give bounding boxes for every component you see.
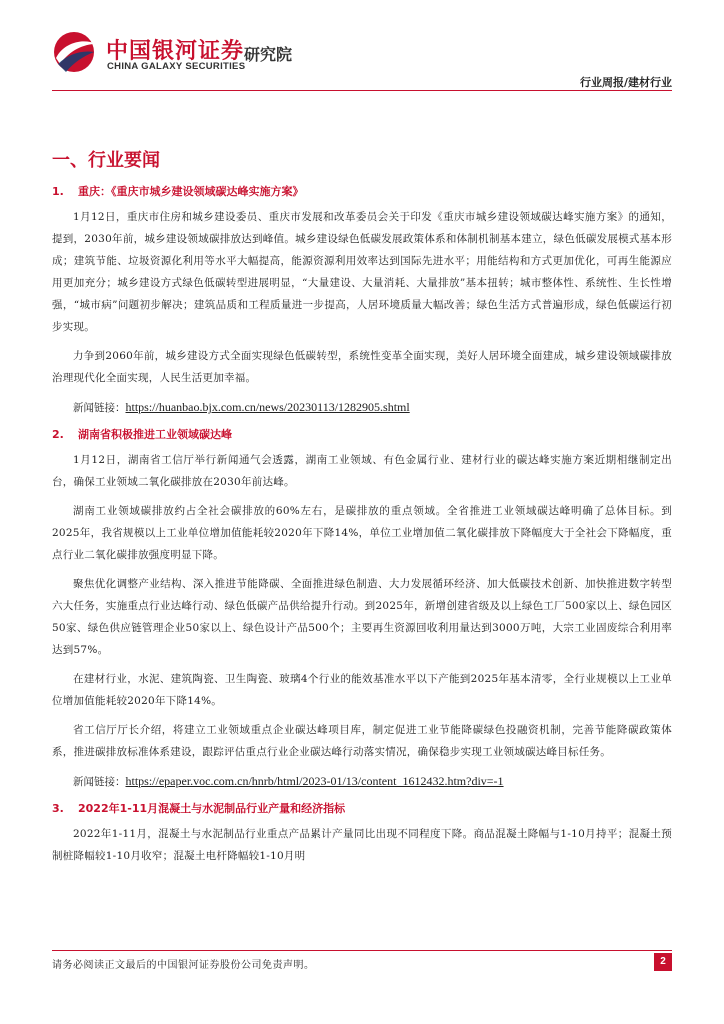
news-paragraph: 1月12日，湖南省工信厅举行新闻通气会透露，湖南工业领域、有色金属行业、建材行业的碳达峰实施方案近期相继制定出台，确保工业领域二氧化碳排放在2030年前达峰。 bbox=[52, 454, 672, 488]
galaxy-logo-icon bbox=[50, 30, 98, 74]
page-number: 2 bbox=[654, 953, 672, 971]
logo-research-institute: 研究院 bbox=[244, 45, 293, 64]
header-divider bbox=[52, 90, 672, 91]
news-number: 1. bbox=[52, 185, 64, 198]
news-title: 重庆：《重庆市城乡建设领域碳达峰实施方案》 bbox=[78, 185, 304, 198]
main-content bbox=[52, 148, 672, 874]
news-link-line bbox=[52, 770, 672, 793]
page-header bbox=[0, 0, 724, 92]
news-paragraph: 湖南工业领域碳排放约占全社会碳排放的60%左右，是碳排放的重点领域。全省推进工业领域碳达峰明确了总体目标。到2025年，我省规模以上工业单位增加值能耗较2020年下降14%，单位工业增加值二氧化碳排放下降幅度大于全社会下降幅度，重点行业二氧化碳排放强度明显下降。 bbox=[52, 505, 672, 561]
news-paragraph: 1月12日，重庆市住房和城乡建设委员、重庆市发展和改革委员会关于印发《重庆市城乡建设领域碳达峰实施方案》的通知，提到，2030年前，城乡建设领域碳排放达到峰值。城乡建设绿色低碳发展政策体系和体制机制基本建立，绿色低碳发展模式基本形成；建筑节能、垃圾资源化利用等水平大幅提高，能源资源利用效率达到国际先进水平；用能结构和方式更加优化，可再生能源应用更加充分；城乡建设方式绿色低碳转型进展明显，“大量建设、大量消耗、大量排放”基本扭转；城市整体性、系统性、生长性增强，“城市病”问题初步解决；建筑品质和工程质量进一步提高，人居环境质量大幅改善；绿色生活方式普遍形成，绿色低碳运行初步实现。 bbox=[52, 211, 672, 333]
section-title: 一、行业要闻 bbox=[52, 150, 160, 171]
news-link[interactable]: https://huanbao.bjx.com.cn/news/20230113/1282905.shtml bbox=[125, 400, 410, 414]
news-paragraph: 力争到2060年前，城乡建设方式全面实现绿色低碳转型，系统性变革全面实现，美好人居环境全面建成，城乡建设领域碳排放治理现代化全面实现，人民生活更加幸福。 bbox=[52, 350, 672, 384]
news-number: 3. bbox=[52, 802, 64, 815]
news-title: 2022年1-11月混凝土与水泥制品行业产量和经济指标 bbox=[78, 802, 346, 815]
news-link-line bbox=[52, 396, 672, 419]
news-link-label: 新闻链接： bbox=[73, 402, 126, 414]
news-paragraph: 2022年1-11月，混凝土与水泥制品行业重点产品累计产量同比出现不同程度下降。商品混凝土降幅与1-10月持平；混凝土预制桩降幅较1-10月收窄；混凝土电杆降幅较1-10月明 bbox=[52, 828, 672, 862]
news-heading bbox=[52, 178, 672, 206]
report-type: 行业周报/建材行业 bbox=[579, 76, 672, 89]
news-heading bbox=[52, 795, 672, 823]
news-link-label: 新闻链接： bbox=[73, 776, 126, 788]
news-number: 2. bbox=[52, 428, 64, 441]
footer-disclaimer: 请务必阅读正文最后的中国银河证券股份公司免责声明。 bbox=[52, 960, 315, 971]
news-paragraph: 省工信厅厅长介绍，将建立工业领域重点企业碳达峰项目库，制定促进工业节能降碳绿色投融资机制，完善节能降碳政策体系，推进碳排放标准体系建设，跟踪评估重点行业企业碳达峰行动落实情况，确保稳步实现工业领域碳达峰目标任务。 bbox=[52, 724, 672, 758]
logo-chinese-name: 中国银河证券 bbox=[106, 39, 245, 64]
news-paragraph: 在建材行业，水泥、建筑陶瓷、卫生陶瓷、玻璃4个行业的能效基准水平以下产能到2025年基本清零，全行业规模以上工业单位增加值能耗较2020年下降14%。 bbox=[52, 673, 672, 707]
news-title: 湖南省积极推进工业领域碳达峰 bbox=[78, 428, 232, 441]
news-paragraph: 聚焦优化调整产业结构、深入推进节能降碳、全面推进绿色制造、大力发展循环经济、加大低碳技术创新、加快推进数字转型六大任务，实施重点行业达峰行动、绿色低碳产品供给提升行动。到2025年，新增创建省级及以上绿色工厂500家以上、绿色园区50家、绿色供应链管理企业50家以上、绿色设计产品500个；主要再生资源回收利用量达到3000万吨，大宗工业固废综合利用率达到57%。 bbox=[52, 578, 672, 656]
news-heading bbox=[52, 421, 672, 449]
footer-divider bbox=[52, 950, 672, 951]
news-link[interactable]: https://epaper.voc.com.cn/hnrb/html/2023-01/13/content_1612432.htm?div=-1 bbox=[125, 774, 504, 788]
logo-english-name: CHINA GALAXY SECURITIES bbox=[107, 61, 246, 72]
